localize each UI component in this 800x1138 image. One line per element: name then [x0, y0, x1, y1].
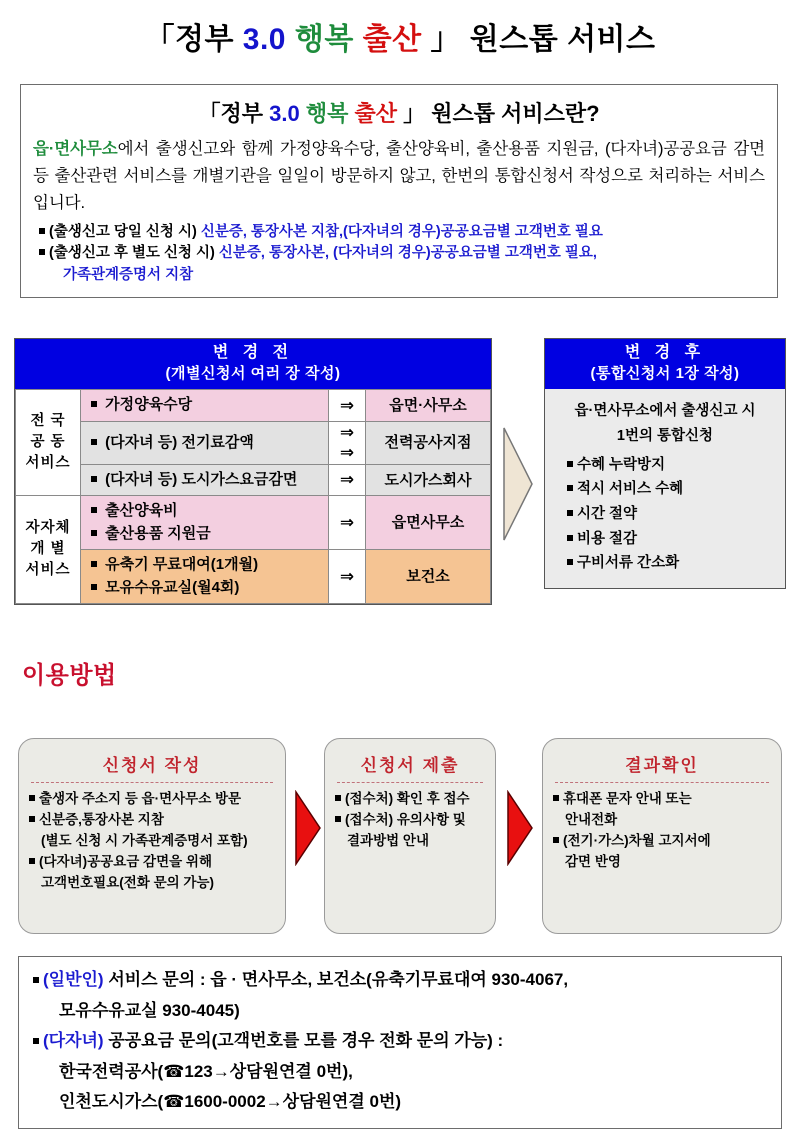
bullet-square-icon: [335, 795, 341, 801]
process-step-text: (전기·가스)차월 고지서에: [563, 832, 711, 848]
before-header-title: 변 경 전: [212, 344, 294, 361]
intro-bullet-list: [33, 222, 765, 287]
benefit-label: 수혜 누락방지: [577, 456, 666, 473]
benefit-label: 시간 절약: [577, 505, 638, 522]
contact-box: [18, 956, 782, 1129]
contact-line: [33, 1087, 769, 1118]
bullet-square-icon: [91, 401, 97, 407]
group-label-line: 전 국: [30, 413, 66, 430]
service-item-line: [91, 500, 322, 523]
flow-arrow-icon: ⇒: [329, 550, 366, 604]
group-label-line: 개 별: [30, 541, 66, 558]
process-step-text: 결과방법 안내: [347, 832, 429, 848]
service-item-label: 출산양육비: [101, 502, 178, 520]
intro-bullet-detail-cont: 가족관계증명서 지참: [63, 267, 194, 284]
table-row: [16, 550, 491, 604]
group-label-line: 서비스: [25, 562, 71, 579]
process-arrow-icon: [506, 790, 534, 866]
agency-cell: 보건소: [366, 550, 491, 604]
list-item: [567, 551, 777, 576]
intro-bullet-item: [33, 222, 765, 244]
process-step-line: [553, 852, 771, 873]
process-step-text: (접수처) 확인 후 접수: [345, 791, 470, 806]
group-label-line: 자자체: [25, 520, 71, 537]
process-arrow-icon: [294, 790, 322, 866]
service-item-cell: [81, 390, 329, 422]
contact-line: [33, 1026, 769, 1057]
contact-text: 한국전력공사(☎123→상담원연결 0번),: [59, 1061, 353, 1081]
page-title-part-2: 3.0: [242, 23, 286, 56]
service-item-cell: [81, 550, 329, 604]
contact-line: [33, 1057, 769, 1088]
flow-arrow-icon: ⇒: [329, 464, 366, 496]
intro-bullet-prefix: (출생신고 후 별도 신청 시): [49, 245, 215, 262]
intro-paragraph-text: 에서 출생신고와 함께 가정양육수당, 출산양육비, 출산용품 지원금, (다자녀)공공요금 감면 등 출산관련 서비스를 개별기관을 일일이 방문하지 않고, 한번의 통합신청서 작성으로 처리하는 서비스입니다.: [33, 140, 765, 213]
process-step-3-title: 결과확인: [625, 756, 699, 775]
process-step-line: [29, 873, 275, 894]
list-item: [567, 502, 777, 527]
bullet-square-icon: [91, 530, 97, 536]
bullet-square-icon: [553, 795, 559, 801]
process-step-1-title: 신청서 작성: [102, 756, 202, 775]
table-row: [16, 464, 491, 496]
divider: [31, 782, 273, 783]
process-step-text: (별도 신청 시 가족관계증명서 포함): [41, 832, 248, 848]
contact-text: 모유수유교실 930-4045): [59, 1000, 240, 1020]
bullet-square-icon: [91, 561, 97, 567]
bullet-square-icon: [335, 816, 341, 822]
bullet-square-icon: [91, 584, 97, 590]
service-item-cell: [81, 464, 329, 496]
service-item-label: 출산용품 지원금: [101, 524, 211, 542]
intro-heading-part-4: 출산: [354, 101, 397, 126]
process-step-text: 출생자 주소지 등 읍·면사무소 방문: [39, 791, 242, 806]
service-item-line: [91, 577, 322, 600]
after-benefit-list: [553, 453, 777, 576]
benefit-label: 비용 절감: [577, 530, 638, 547]
table-row: [16, 421, 491, 464]
process-step-text: 감면 반영: [565, 853, 621, 869]
intro-bullet-detail: 신분증, 통장사본, (다자녀의 경우)공공요금별 고객번호 필요,: [218, 245, 597, 262]
process-step-line: [553, 810, 771, 831]
bullet-square-icon: [91, 439, 97, 445]
bullet-square-icon: [29, 858, 35, 864]
intro-paragraph: [33, 136, 765, 218]
transition-arrow-icon: [498, 424, 542, 544]
page-title-part-4: 출산: [362, 23, 422, 56]
service-item-line: [91, 554, 322, 577]
benefit-label: 구비서류 간소화: [577, 555, 680, 572]
before-panel: [14, 338, 492, 605]
process-step-text: 고객번호필요(전화 문의 가능): [41, 874, 214, 890]
service-item-label: 가정양육수당: [101, 396, 193, 414]
after-panel-header: [545, 339, 785, 389]
process-step-text: 안내전화: [565, 811, 618, 827]
group-label-nationwide: [16, 390, 81, 496]
list-item: [567, 477, 777, 502]
service-item-line: [91, 523, 322, 546]
after-panel-body: [545, 389, 785, 587]
contact-text: 공공요금 문의(고객번호를 모를 경우 전화 문의 가능) :: [103, 1031, 504, 1051]
intro-heading-part-5: 」 원스톱 서비스란?: [403, 101, 600, 126]
contact-line: [33, 965, 769, 996]
service-item-cell: [81, 421, 329, 464]
process-step-1: [18, 738, 286, 934]
bullet-square-icon: [33, 1038, 39, 1044]
agency-cell: 읍면사무소: [366, 496, 491, 550]
before-header-subtitle: (개별신청서 여러 장 작성): [165, 364, 341, 382]
intro-paragraph-highlight: 읍·면사무소: [33, 140, 118, 158]
after-panel: [544, 338, 786, 589]
process-step-line: [553, 831, 771, 852]
intro-bullet-prefix: (출생신고 당일 신청 시): [49, 223, 197, 240]
process-step-text: (접수처) 유의사항 및: [345, 811, 466, 827]
contact-line: [33, 996, 769, 1027]
bullet-square-icon: [29, 795, 35, 801]
after-lead-line-2: 1번의 통합신청: [616, 427, 714, 444]
bullet-square-icon: [567, 485, 573, 491]
process-step-3: [542, 738, 782, 934]
group-label-line: 서비스: [25, 455, 71, 472]
process-step-line: [335, 831, 485, 852]
process-step-line: [29, 810, 275, 831]
page-title-part-3: 행복: [294, 23, 354, 56]
after-header-title: 변 경 후: [624, 344, 706, 361]
service-item-label: (다자녀 등) 도시가스요금감면: [101, 470, 298, 488]
service-item-label: 모유수유교실(월4회): [101, 578, 240, 596]
table-row: [16, 496, 491, 550]
intro-heading-part-1: 「정부: [198, 101, 263, 126]
process-step-text: 휴대폰 문자 안내 또는: [563, 791, 692, 806]
contact-text: 서비스 문의 : 읍 · 면사무소, 보건소(유축기무료대여 930-4067,: [103, 970, 569, 989]
intro-box: [20, 84, 778, 298]
service-item-label: 유축기 무료대여(1개월): [101, 556, 259, 574]
page-title-part-5: 」 원스톱 서비스: [430, 23, 656, 56]
bullet-square-icon: [553, 837, 559, 843]
intro-heading-part-3: 행복: [305, 101, 349, 126]
process-flow: [18, 738, 782, 938]
bullet-square-icon: [91, 507, 97, 513]
process-step-2-body: [335, 789, 485, 852]
service-item-line: [91, 469, 322, 492]
flow-arrow-icon: ⇒: [329, 496, 366, 550]
flow-arrow-icon: ⇒ ⇒: [329, 421, 366, 464]
contact-audience-label: (다자녀): [43, 1031, 104, 1051]
process-step-line: [335, 810, 485, 831]
process-step-3-body: [553, 789, 771, 873]
table-row: [16, 390, 491, 422]
service-item-line: [91, 394, 322, 417]
process-step-line: [29, 831, 275, 852]
section-title-howto: 이용방법: [22, 662, 117, 689]
agency-cell: 읍면·사무소: [366, 390, 491, 422]
bullet-square-icon: [567, 461, 573, 467]
process-step-1-body: [29, 789, 275, 894]
bullet-square-icon: [567, 559, 573, 565]
bullet-square-icon: [91, 476, 97, 482]
bullet-square-icon: [29, 816, 35, 822]
bullet-square-icon: [567, 510, 573, 516]
before-panel-header: [15, 339, 491, 389]
process-step-line: [29, 852, 275, 873]
agency-cell: 전력공사지점: [366, 421, 491, 464]
intro-bullet-item: [33, 243, 765, 287]
after-header-subtitle: (통합신청서 1장 작성): [590, 364, 740, 382]
divider: [555, 782, 769, 783]
service-item-line: [91, 432, 322, 455]
bullet-square-icon: [33, 977, 39, 983]
process-step-line: [335, 789, 485, 810]
bullet-square-icon: [39, 249, 45, 255]
group-label-line: 공 동: [30, 434, 66, 451]
intro-heading-part-2: 3.0: [269, 101, 300, 126]
page-title: [0, 0, 800, 68]
before-service-table: [15, 389, 491, 604]
service-item-label: (다자녀 등) 전기료감액: [101, 433, 254, 451]
contact-audience-label: (일반인): [43, 970, 104, 989]
agency-cell: 도시가스회사: [366, 464, 491, 496]
after-lead-line-1: 읍·면사무소에서 출생신고 시: [574, 403, 756, 420]
contact-text: 인천도시가스(☎1600-0002→상담원연결 0번): [59, 1092, 402, 1112]
group-label-local: [16, 496, 81, 604]
intro-heading: [33, 93, 765, 136]
bullet-square-icon: [567, 535, 573, 541]
process-step-text: 신분증,통장사본 지참: [39, 811, 164, 827]
divider: [337, 782, 483, 783]
bullet-square-icon: [39, 228, 45, 234]
comparison-section: [14, 338, 786, 634]
benefit-label: 적시 서비스 수혜: [577, 481, 684, 498]
process-step-line: [29, 789, 275, 810]
process-step-2: [324, 738, 496, 934]
list-item: [567, 527, 777, 552]
page-title-part-1: 「정부: [144, 23, 234, 56]
process-step-line: [553, 789, 771, 810]
process-step-2-title: 신청서 제출: [360, 756, 460, 775]
intro-bullet-detail: 신분증, 통장사본 지참,(다자녀의 경우)공공요금별 고객번호 필요: [200, 223, 603, 240]
service-item-cell: [81, 496, 329, 550]
flow-arrow-icon: ⇒: [329, 390, 366, 422]
list-item: [567, 453, 777, 478]
process-step-text: (다자녀)공공요금 감면을 위해: [39, 853, 212, 869]
